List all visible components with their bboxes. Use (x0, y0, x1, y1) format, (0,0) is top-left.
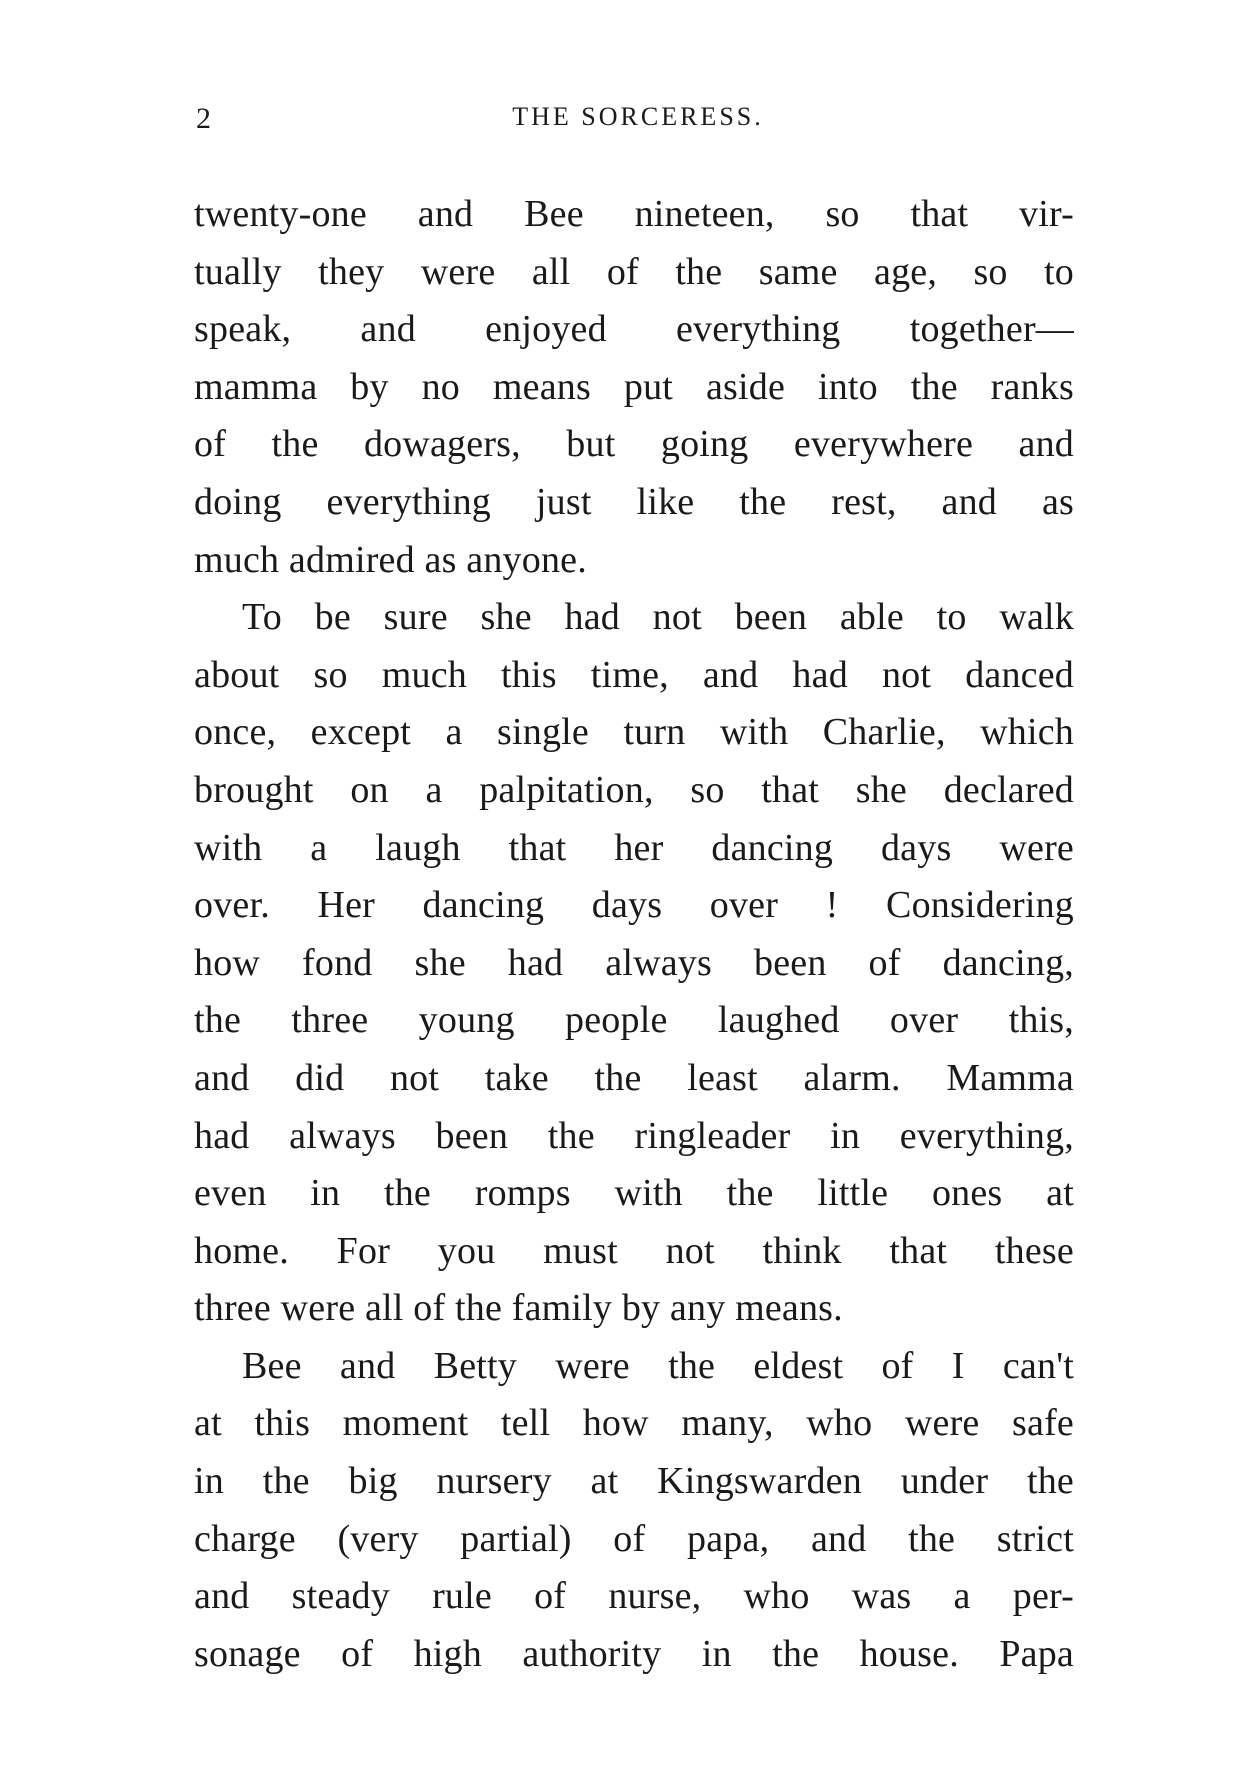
text-line: tually they were all of the same age, so to (194, 250, 1074, 293)
text-line: To be sure she had not been able to walk (242, 596, 1074, 639)
page-header (196, 102, 1080, 142)
text-line: how fond she had always been of dancing, (194, 941, 1074, 984)
text-line: sonage of high authority in the house. Papa (194, 1632, 1074, 1675)
text-line: twenty-one and Bee nineteen, so that vir- (194, 193, 1074, 235)
text-line: had always been the ringleader in everything, (194, 1114, 1074, 1157)
text-line: mamma by no means put aside into the ranks (194, 365, 1074, 408)
text-line: doing everything just like the rest, and as (194, 480, 1074, 523)
text-line: even in the romps with the little ones at (194, 1172, 1074, 1215)
paragraph (194, 1338, 1074, 1684)
text-line: and steady rule of nurse, who was a per- (194, 1575, 1074, 1618)
text-line: brought on a palpitation, so that she declared (194, 768, 1074, 811)
text-line: charge (very partial) of papa, and the strict (194, 1517, 1074, 1560)
text-line: once, except a single turn with Charlie, which (194, 711, 1074, 754)
text-line: three were all of the family by any means. (194, 1287, 843, 1330)
text-line: speak, and enjoyed everything together— (194, 308, 1074, 351)
text-line: and did not take the least alarm. Mamma (194, 1056, 1074, 1099)
running-title: THE SORCERESS. (512, 102, 764, 131)
body-text (194, 186, 1074, 1683)
page-number: 2 (196, 102, 212, 135)
text-line: about so much this time, and had not danced (194, 653, 1074, 696)
text-line: Bee and Betty were the eldest of I can't (242, 1344, 1074, 1387)
paragraph (194, 589, 1074, 1338)
text-line: at this moment tell how many, who were safe (194, 1402, 1074, 1445)
text-line: the three young people laughed over this, (194, 999, 1074, 1042)
text-line: in the big nursery at Kingswarden under the (194, 1460, 1074, 1503)
text-line: of the dowagers, but going everywhere and (194, 423, 1074, 466)
text-line: with a laugh that her dancing days were (194, 826, 1074, 869)
text-line: much admired as anyone. (194, 538, 587, 581)
text-line: over. Her dancing days over ! Considering (194, 884, 1074, 927)
text-line: home. For you must not think that these (194, 1229, 1074, 1272)
paragraph (194, 186, 1074, 589)
